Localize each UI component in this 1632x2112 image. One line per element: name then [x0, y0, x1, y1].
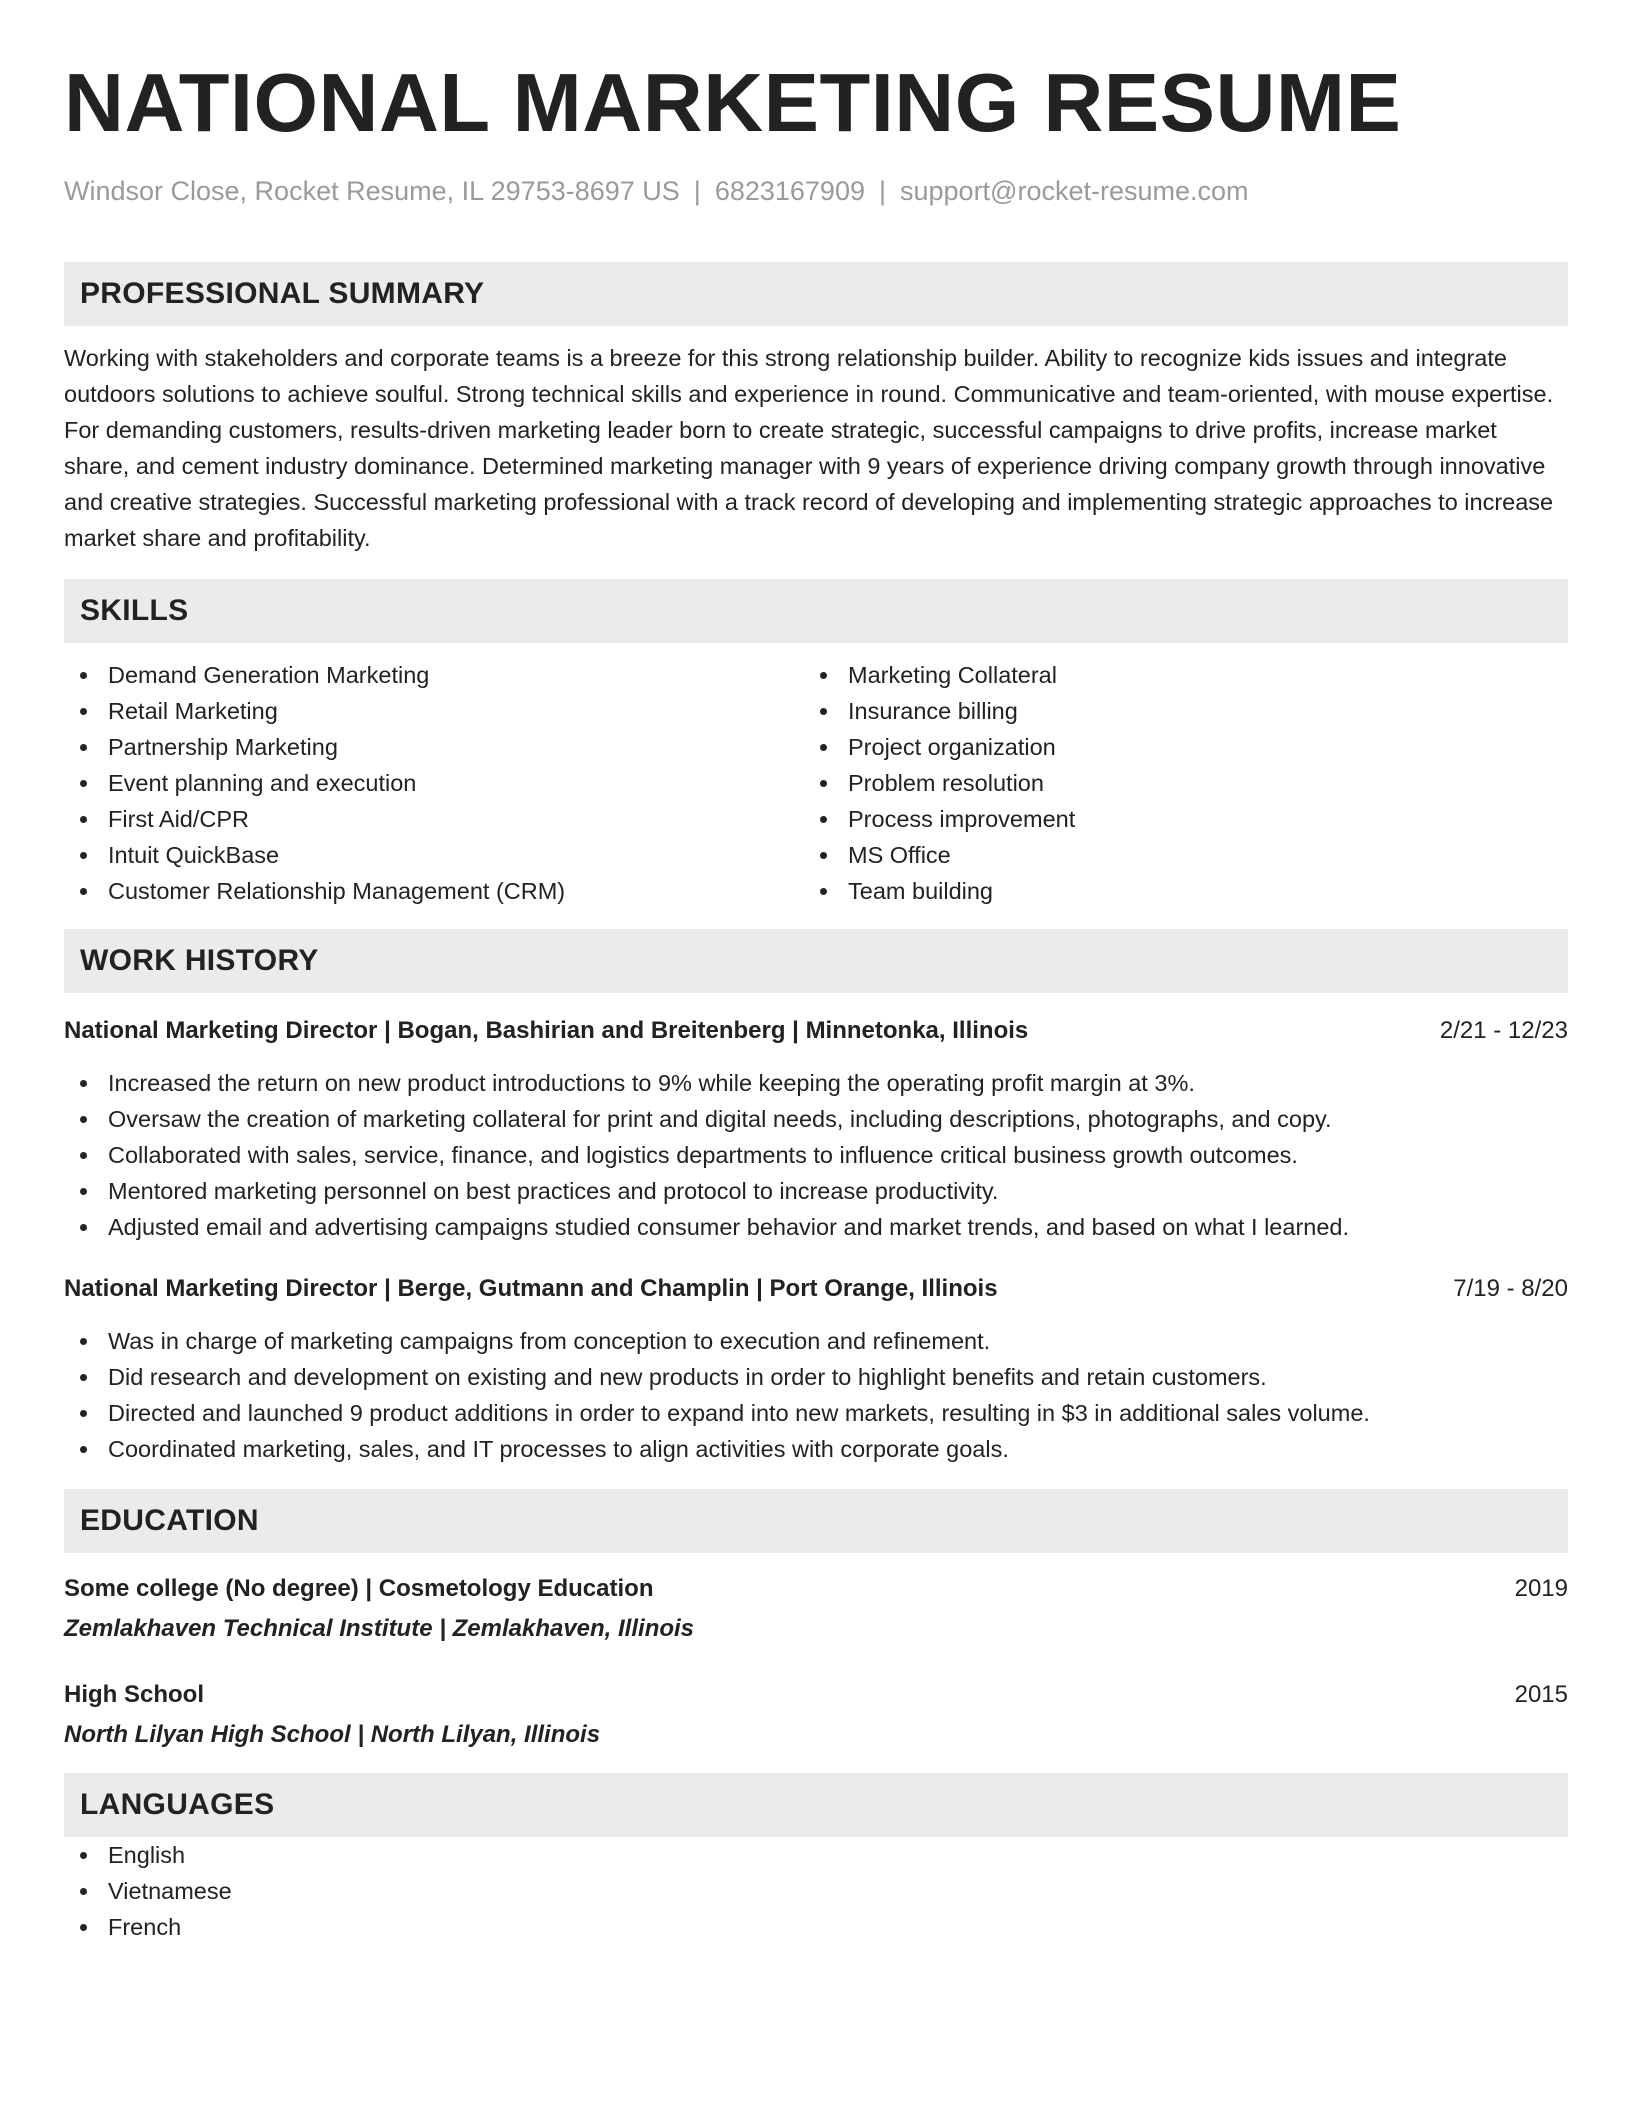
skill-item: Event planning and execution	[64, 765, 804, 801]
job-header	[64, 1013, 1568, 1049]
skills-grid	[64, 657, 1568, 909]
education-entry	[64, 1571, 1568, 1647]
summary-text: Working with stakeholders and corporate teams is a breeze for this strong relationship builder. Ability to recognize kids issues and integrate outdoors solutions to achieve soulful. Strong technical skills and experience in round. Communicative and team-oriented, with mouse expertise. For demanding customers, results-driven marketing leader born to create strategic, successful campaigns to drive profits, increase market share, and cement industry dominance. Determined marketing manager with 9 years of experience driving company growth through innovative and creative strategies. Successful marketing professional with a track record of developing and implementing strategic approaches to increase market share and profitability.	[64, 345, 1554, 552]
job-dates: 2/21 - 12/23	[1439, 1017, 1568, 1045]
skill-item: First Aid/CPR	[64, 801, 804, 837]
skill-item: Partnership Marketing	[64, 729, 804, 765]
job-bullet: Increased the return on new product introductions to 9% while keeping the operating profit margin at 3%.	[64, 1065, 1568, 1101]
education-degree: Some college (No degree) | Cosmetology Education	[64, 1575, 654, 1603]
skill-item: Retail Marketing	[64, 693, 804, 729]
job-title: National Marketing Director | Berge, Gutmann and Champlin | Port Orange, Illinois	[64, 1275, 998, 1303]
skill-item: Insurance billing	[804, 693, 1544, 729]
job-bullets	[64, 1065, 1568, 1245]
job-entry	[64, 1271, 1568, 1467]
education-degree: High School	[64, 1681, 204, 1709]
job-bullets	[64, 1323, 1568, 1467]
contact-separator: |	[878, 176, 886, 206]
skill-item: MS Office	[804, 837, 1544, 873]
job-dates: 7/19 - 8/20	[1453, 1275, 1568, 1303]
skill-item: Project organization	[804, 729, 1544, 765]
education-year: 2019	[1514, 1575, 1568, 1603]
skill-item: Customer Relationship Management (CRM)	[64, 873, 804, 909]
education-school: Zemlakhaven Technical Institute | Zemlakhaven, Illinois	[64, 1615, 695, 1643]
job-bullet: Oversaw the creation of marketing collateral for print and digital needs, including descriptions, photographs, and copy.	[64, 1101, 1568, 1137]
job-title: National Marketing Director | Bogan, Bashirian and Breitenberg | Minnetonka, Illinois	[64, 1017, 1029, 1045]
skills-column-right	[804, 657, 1544, 909]
section-heading-education: EDUCATION	[64, 1489, 1568, 1553]
job-header	[64, 1271, 1568, 1307]
section-heading-summary: PROFESSIONAL SUMMARY	[64, 262, 1568, 326]
education-entry	[64, 1677, 1568, 1753]
education-header	[64, 1677, 1568, 1713]
education-year: 2015	[1514, 1681, 1568, 1709]
job-bullet: Directed and launched 9 product additions in order to expand into new markets, resulting in $3 in additional sales volume.	[64, 1395, 1568, 1431]
contact-phone: 6823167909	[714, 176, 865, 206]
job-bullet: Mentored marketing personnel on best practices and protocol to increase productivity.	[64, 1173, 1568, 1209]
job-bullet: Coordinated marketing, sales, and IT processes to align activities with corporate goals.	[64, 1431, 1568, 1467]
skill-item: Intuit QuickBase	[64, 837, 804, 873]
contact-line	[64, 175, 1568, 207]
section-heading-work-history: WORK HISTORY	[64, 929, 1568, 993]
education-school: North Lilyan High School | North Lilyan, Illinois	[64, 1721, 601, 1749]
languages-list	[64, 1837, 1568, 1945]
job-bullet: Adjusted email and advertising campaigns studied consumer behavior and market trends, and based on what I learned.	[64, 1209, 1568, 1245]
contact-separator: |	[693, 176, 701, 206]
language-item: French	[64, 1909, 1568, 1945]
skill-item: Problem resolution	[804, 765, 1544, 801]
job-bullet: Collaborated with sales, service, finance, and logistics departments to influence critical business growth outcomes.	[64, 1137, 1568, 1173]
job-bullet: Was in charge of marketing campaigns from conception to execution and refinement.	[64, 1323, 1568, 1359]
resume-title: NATIONAL MARKETING RESUME	[64, 56, 1402, 149]
section-heading-skills: SKILLS	[64, 579, 1568, 643]
education-header	[64, 1571, 1568, 1607]
contact-address: Windsor Close, Rocket Resume, IL 29753-8697 US	[64, 176, 680, 206]
skill-item: Demand Generation Marketing	[64, 657, 804, 693]
language-item: English	[64, 1837, 1568, 1873]
job-bullet: Did research and development on existing and new products in order to highlight benefits and retain customers.	[64, 1359, 1568, 1395]
job-entry	[64, 1013, 1568, 1245]
skill-item: Process improvement	[804, 801, 1544, 837]
contact-email: support@rocket-resume.com	[900, 176, 1249, 206]
skill-item: Team building	[804, 873, 1544, 909]
skill-item: Marketing Collateral	[804, 657, 1544, 693]
language-item: Vietnamese	[64, 1873, 1568, 1909]
section-heading-languages: LANGUAGES	[64, 1773, 1568, 1837]
skills-column-left	[64, 657, 804, 909]
